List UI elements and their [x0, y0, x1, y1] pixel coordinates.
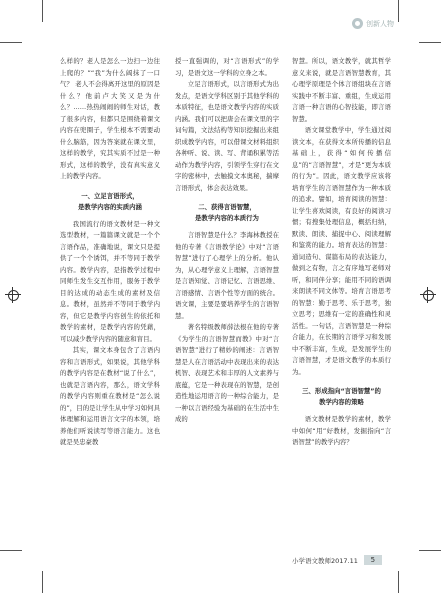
- crop-mark-top-right-h: [419, 42, 441, 43]
- crop-mark-bottom-left-v: [42, 571, 43, 593]
- paragraph: 授一直强调的，对“言语形式”的学习，是语文这一学科的立身之本。: [175, 57, 279, 77]
- text-column-1: [60, 56, 160, 541]
- page-footer: [292, 555, 382, 565]
- text-column-2: [175, 56, 279, 541]
- crop-mark-bottom-right-h: [419, 550, 441, 551]
- heading-line: 三、形成指向“言语智慧”的: [302, 387, 381, 395]
- text-column-3: [292, 56, 391, 541]
- crop-mark-top-left-v: [42, 0, 43, 22]
- crop-mark-bottom-right-v: [398, 571, 399, 593]
- heading-line: 二、获得言语智慧，: [198, 203, 256, 211]
- registration-mark-right: [420, 287, 436, 303]
- section-heading-1: [60, 191, 160, 213]
- section-brand: [352, 18, 394, 29]
- paragraph: 著名特级教师薛法根在他的专著《为学生的言语智慧而教》中对“言语智慧”进行了精妙的阐述：言语智慧是人在言语活动中表现出来的表达机智、表现艺术和丰厚的人文素养与底蕴，它是一种表现在的智慧，是创造性地运用语言的一种综合能力，是一种以言语经验为基础的在生活中生成的: [175, 323, 279, 423]
- paragraph: 立足言语形式，以言语形式为出发点，是语文学科区别于其他学科的本质特征，也是语文教学内容的实质内涵。我们可以把唐会在课文里的字词句篇，文法结构等知识挖掘出来组织成教学内容，可以借课文材料组织各种听、说、读、写、背诵积累等活动作为教学内容，引领学生穿行在文字的密林中，去触摸文本奥秘，揣摩言语形式，体会表达效果。: [175, 80, 279, 192]
- paragraph: 我国流行的语文教材是一种文选型教材，一篇篇课文就是一个个言语作品，准确地说，课文只是提供了一个个诱饵，并不等同于教学内容。教学内容，是指教学过程中同师生发生交互作用，服务于教学目的达成的动态生成的素材及信息。教材，虽然并不等同于教学内容，但它是教学内容创生的依托和教学的素材，是教学内容的凭藉，可以减少教学内容的随意和盲目。: [60, 219, 160, 343]
- paragraph: 智慧。所以，语文教学，就其哲学意义来说，就是言语智慧教育，其心理学原理是个体言语组块在言语实践中不断丰富、重组，生成运用言语一种言语的心智技能，即言语智慧。: [292, 57, 391, 123]
- crop-mark-top-right-v: [398, 0, 399, 22]
- section-heading-3: [292, 386, 391, 408]
- crop-mark-bottom-left-h: [0, 550, 22, 551]
- brand-logo-icon: [352, 18, 363, 29]
- paragraph: 其实，课文本身包含了言语内容和言语形式，如果说，其他学科的教学内容是在教材“说了什么”，也就是言语内容，那么，语文学科的教学内容则重在教材是“怎么说的”，目的是让学生从中学习如何具体理解和运用语言文字的本领，培养他们听说读写等语言能力。这也就是吴忠豪教: [60, 346, 160, 446]
- heading-line: 是教学内容的实质内涵: [78, 202, 142, 211]
- heading-line: 一、立足言语形式，: [81, 191, 139, 200]
- page-number: 5: [364, 555, 382, 565]
- paragraph: 言语智慧是什么？李海林教授在他的专著《言语教学论》中对“言语智慧”进行了心理学上的分析。他认为，从心理学意义上理解，言语智慧是言语知觉、言语记忆、言语思维、言语感情、言语个性等方面的统合。语文课，主要是要培养学生的言语智慧。: [175, 231, 279, 320]
- heading-line: 教学内容的策略: [319, 398, 364, 406]
- brand-label: 创新人物: [366, 19, 394, 28]
- section-heading-2: [175, 202, 279, 224]
- heading-line: 是教学内容的本质行为: [195, 214, 259, 222]
- crop-mark-top-left-h: [0, 42, 22, 43]
- paragraph: 语文课堂教学中，学生通过阅读文本，在获得文本所传播的信息基础上，获得“如何传播信息”的“言语智慧”，才是“更为本质的行为”。因此，语文教学应该将培育学生的言语智慧作为一种本质的追求。譬如，培育阅读的智慧：让学生喜欢阅读，有良好的阅读习惯；有搜集处理信息，概括归纳，默读、朗读、捕捉中心、阅读理解和鉴赏的能力。培育表达的智慧：通词造句、谋篇布局的表达能力，做到之有物，言之有序地写老师对听，和同伴分享；能用不同的语调来朗读不同文体等。培育言语思考的智慧：勤于思考、乐于思考，独立思考；思维有一定的准确性和灵活性。一句话，言语智慧是一种综合能力，在长期的言语学习和发展中不断丰富，生成，是发展学生的言语智慧，才是语文教学的本质行为。: [292, 126, 391, 376]
- paragraph: 么样的？老人是怎么一边扫一边往上爬的？”“我”为什么阔抹了一口气？ 老人不会得离开这里的原因是什么？他前卢大笑又是为什么？……热热闹闹的师生对话，教了很多内容，但都只是围绕着课文内容在兜圈子，学生根本不需要动什么脑筋，因为答案就在课文里，这样的教学，究其实质不过是一种形式，这样的教学，没有真实意义上的教学内容。: [60, 57, 160, 180]
- paragraph: 语文教材是教学的素材，教学中如何“用”好教材，发掘指向“言语智慧”的教学内容？: [292, 415, 391, 446]
- journal-name: 小学语文教师2017.11: [292, 556, 358, 565]
- registration-mark-left: [5, 287, 21, 303]
